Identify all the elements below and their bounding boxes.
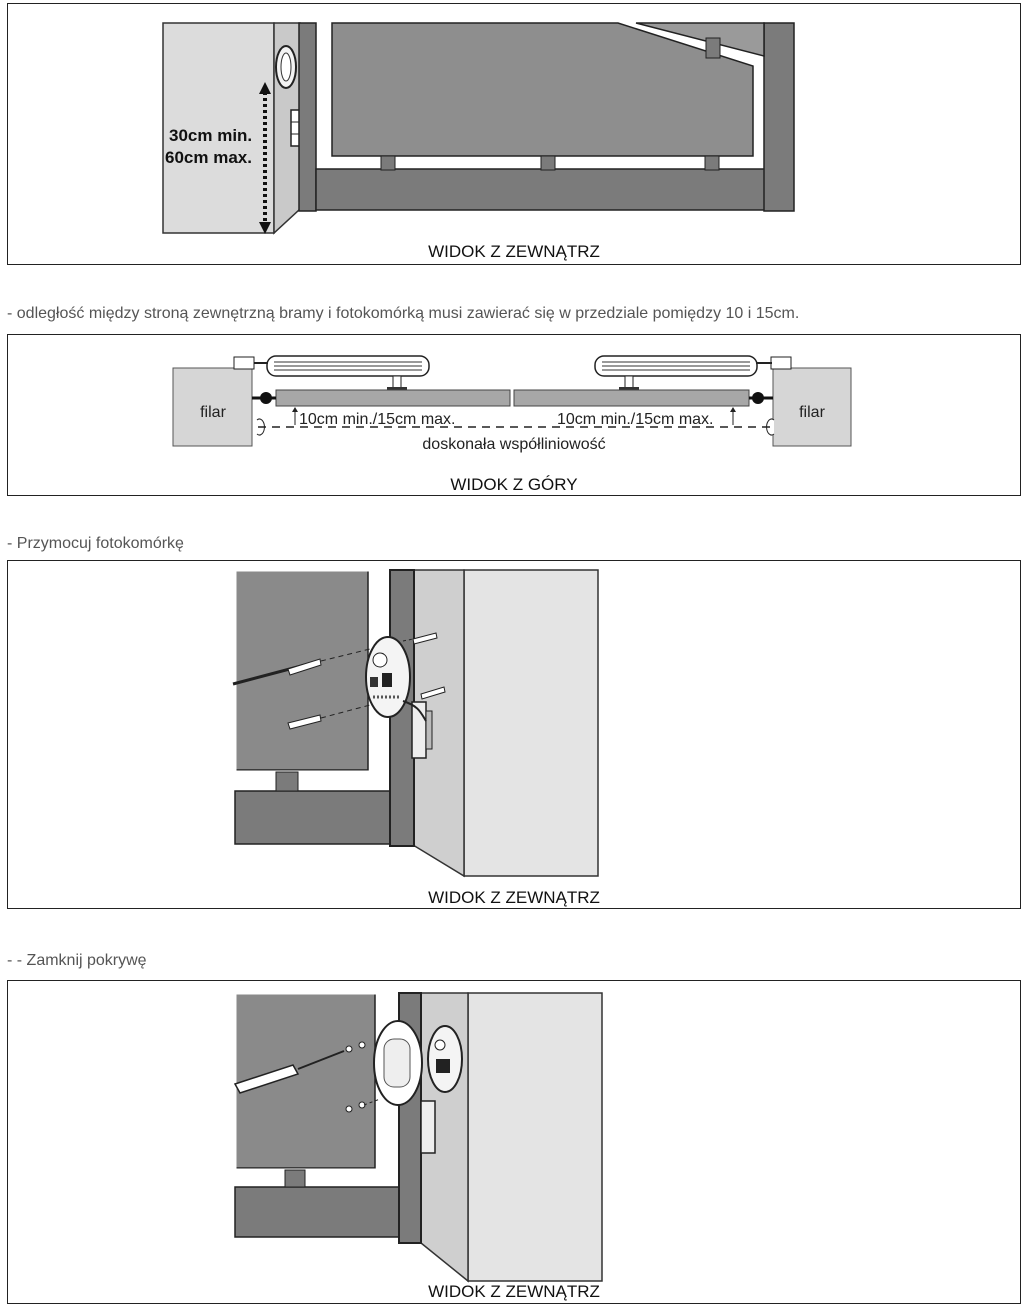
panel-caption: WIDOK Z GÓRY xyxy=(450,475,578,494)
gate-leaf-left xyxy=(276,390,510,406)
distance-left-label: 10cm min./15cm max. xyxy=(299,411,456,428)
panel-outside-view-height xyxy=(7,3,1021,265)
pillar-right-label: filar xyxy=(799,404,825,421)
panel-caption: WIDOK Z ZEWNĄTRZ xyxy=(428,1282,600,1301)
top-view-illustration xyxy=(8,335,1021,496)
close-cover-illustration xyxy=(8,981,1021,1304)
gate-height-illustration xyxy=(8,4,1021,265)
measure-min-label: 30cm min. xyxy=(169,126,253,145)
pillar xyxy=(464,570,598,876)
measure-max-label: 60cm max. xyxy=(165,148,252,167)
panel-top-view xyxy=(7,334,1021,496)
mount-note: - Przymocuj fotokomórkę xyxy=(7,535,184,552)
mount-illustration xyxy=(8,561,1021,909)
panel-mount-photocell xyxy=(7,560,1021,909)
pillar xyxy=(468,993,602,1281)
gate-leaf-right xyxy=(514,390,749,406)
panel-caption: WIDOK Z ZEWNĄTRZ xyxy=(428,888,600,907)
pillar-left-label: filar xyxy=(200,404,226,421)
alignment-label: doskonała współliniowość xyxy=(422,436,606,453)
panel-caption: WIDOK Z ZEWNĄTRZ xyxy=(428,242,600,261)
close-cover-note: - - Zamknij pokrywę xyxy=(7,952,147,969)
distance-right-label: 10cm min./15cm max. xyxy=(557,411,714,428)
panel-close-cover xyxy=(7,980,1021,1304)
distance-note: - odległość między stroną zewnętrzną bramy i fotokomórką musi zawierać się w przedziale pomiędzy 10 i 15cm. xyxy=(7,305,800,322)
